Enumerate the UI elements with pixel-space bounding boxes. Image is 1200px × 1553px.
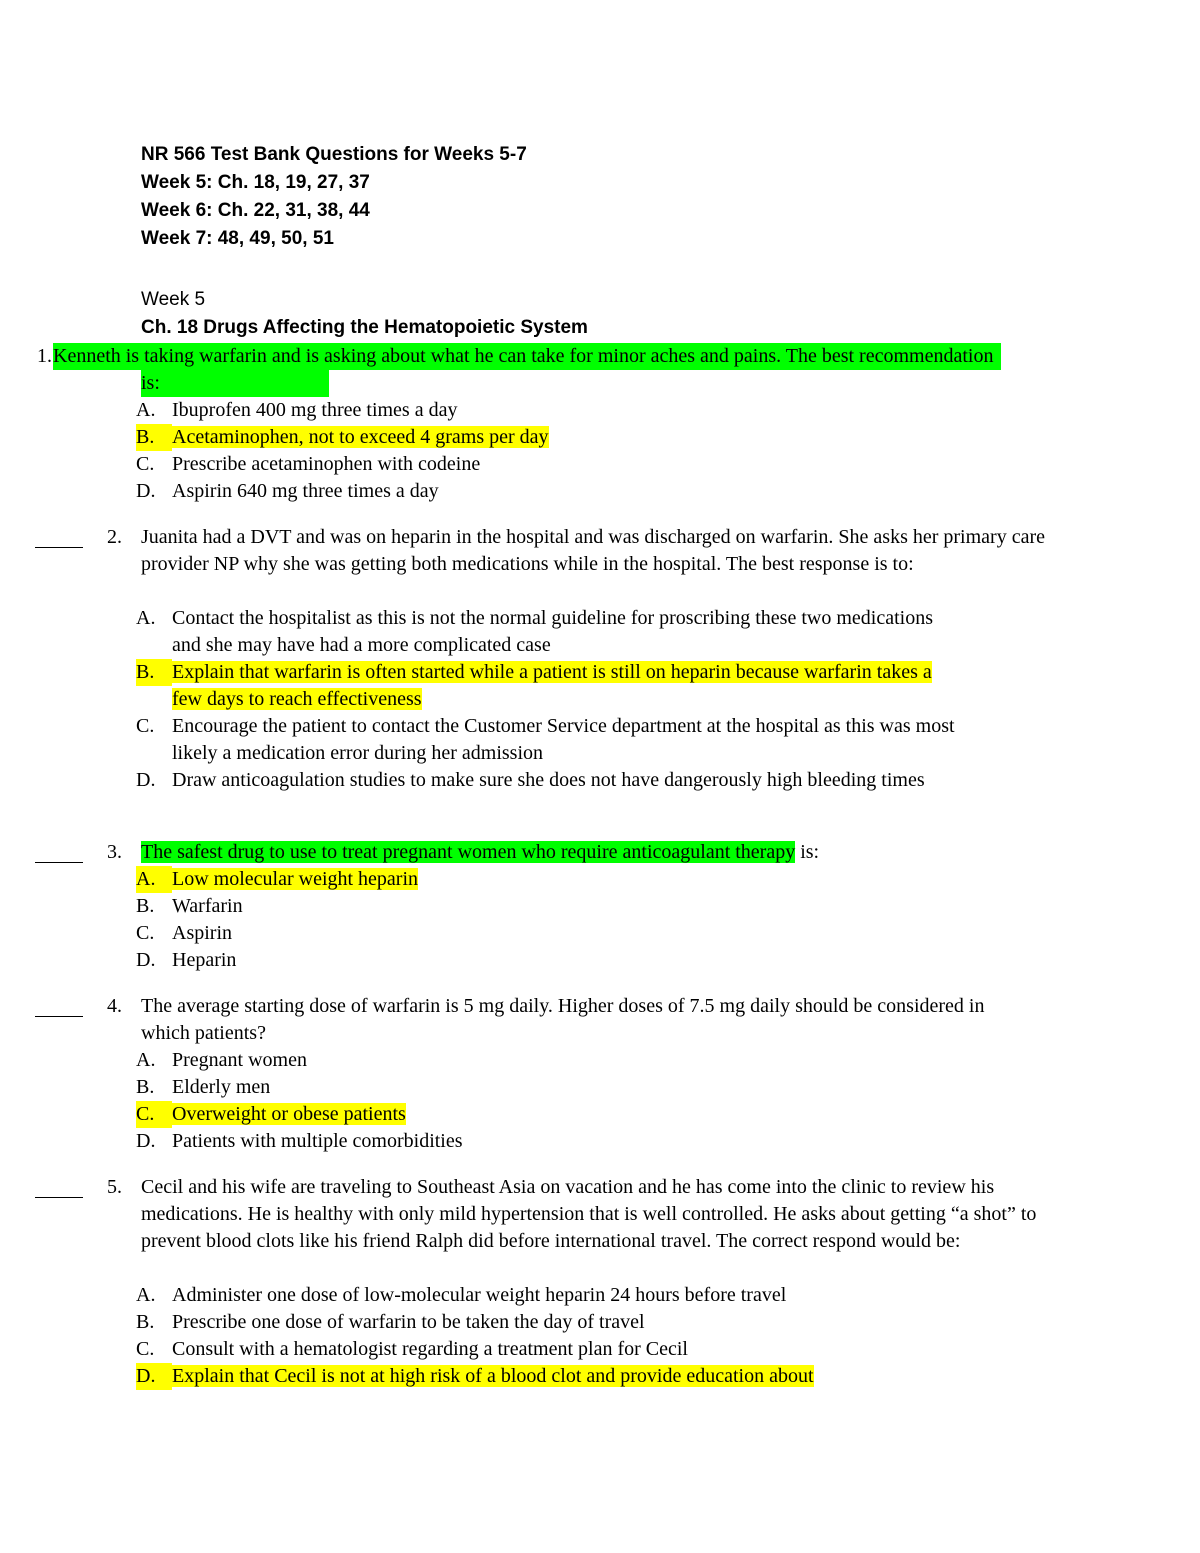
chapter-title: Ch. 18 Drugs Affecting the Hematopoietic System [141,317,588,338]
option-b[interactable]: B. Prescribe one dose of warfarin to be taken the day of travel [136,1311,645,1333]
question-number: 2. [107,526,122,548]
answer-options [136,397,1046,505]
answer-blank[interactable] [35,547,83,548]
option-a[interactable]: A. Administer one dose of low-molecular weight heparin 24 hours before travel [136,1284,787,1306]
answer-blank[interactable] [35,1197,83,1198]
week-label: Week 5 [141,289,206,310]
option-b[interactable]: B. Acetaminophen, not to exceed 4 grams per day [136,424,1046,451]
question-stem: Cecil and his wife are traveling to Southeast Asia on vacation and he has come into the clinic to review his medications. He is healthy with only mild hypertension that is well controlled. He asks about getting “a shot” to prevent blood clots like his friend Ralph did before international travel. The correct respond would be: [141,1176,1037,1252]
option-d[interactable]: D. Explain that Cecil is not at high risk of a blood clot and provide education about [136,1363,1046,1390]
option-a[interactable]: A. Pregnant women [136,1049,307,1071]
option-b[interactable]: B. Elderly men [136,1076,271,1098]
question-stem: Juanita had a DVT and was on heparin in the hospital and was discharged on warfarin. She asks her primary care provider NP why she was getting both medications while in the hospital. The best response is to: [141,526,1045,575]
option-a[interactable]: A. Ibuprofen 400 mg three times a day [136,399,458,421]
question-stem: The safest drug to use to treat pregnant women who require anticoagulant therapy is: [141,841,820,863]
answer-options [136,1047,1046,1155]
option-c[interactable]: C. Encourage the patient to contact the Customer Service department at the hospital as this was most likely a medication error during her admission [136,715,955,764]
stem-highlight: The safest drug to use to treat pregnant women who require anticoagulant therapy [141,841,796,863]
option-d[interactable]: D. Heparin [136,949,237,971]
option-c[interactable]: C. Consult with a hematologist regarding a treatment plan for Cecil [136,1338,688,1360]
week5-chapters: Week 5: Ch. 18, 19, 27, 37 [141,172,370,193]
option-c[interactable]: C. Overweight or obese patients [136,1101,1046,1128]
question-number: 3. [107,841,122,863]
document-title: NR 566 Test Bank Questions for Weeks 5-7 [141,144,527,165]
answer-options [136,605,966,794]
week6-chapters: Week 6: Ch. 22, 31, 38, 44 [141,200,370,221]
question-stem: The average starting dose of warfarin is 5 mg daily. Higher doses of 7.5 mg daily should be considered in which patients? [141,995,985,1044]
answer-options [136,1282,1046,1390]
option-a[interactable]: A. Contact the hospitalist as this is not the normal guideline for proscribing these two medications and she may have had a more complicated case [136,607,933,656]
answer-blank[interactable] [35,862,83,863]
option-d[interactable]: D. Patients with multiple comorbidities [136,1130,463,1152]
option-d[interactable]: D. Aspirin 640 mg three times a day [136,480,439,502]
question-stem-text: Kenneth is taking warfarin and is asking about what he can take for minor aches and pains. The best recommendation is: [53,345,994,394]
question-number: 5. [107,1176,122,1198]
option-b[interactable]: B. Explain that warfarin is often started while a patient is still on heparin because warfarin takes a few days to reach effectiveness [136,661,932,710]
question-stem [53,343,1013,397]
answer-options [136,866,1046,974]
option-c[interactable]: C. Prescribe acetaminophen with codeine [136,453,481,475]
option-d[interactable]: D. Draw anticoagulation studies to make sure she does not have dangerously high bleeding times [136,769,925,791]
option-c[interactable]: C. Aspirin [136,922,232,944]
question-number: 1. [37,345,52,367]
option-b[interactable]: B. Warfarin [136,895,243,917]
option-a[interactable]: A. Low molecular weight heparin [136,866,1046,893]
answer-blank[interactable] [35,1016,83,1017]
week7-chapters: Week 7: 48, 49, 50, 51 [141,228,334,249]
document-header [141,141,527,253]
question-number: 4. [107,995,122,1017]
